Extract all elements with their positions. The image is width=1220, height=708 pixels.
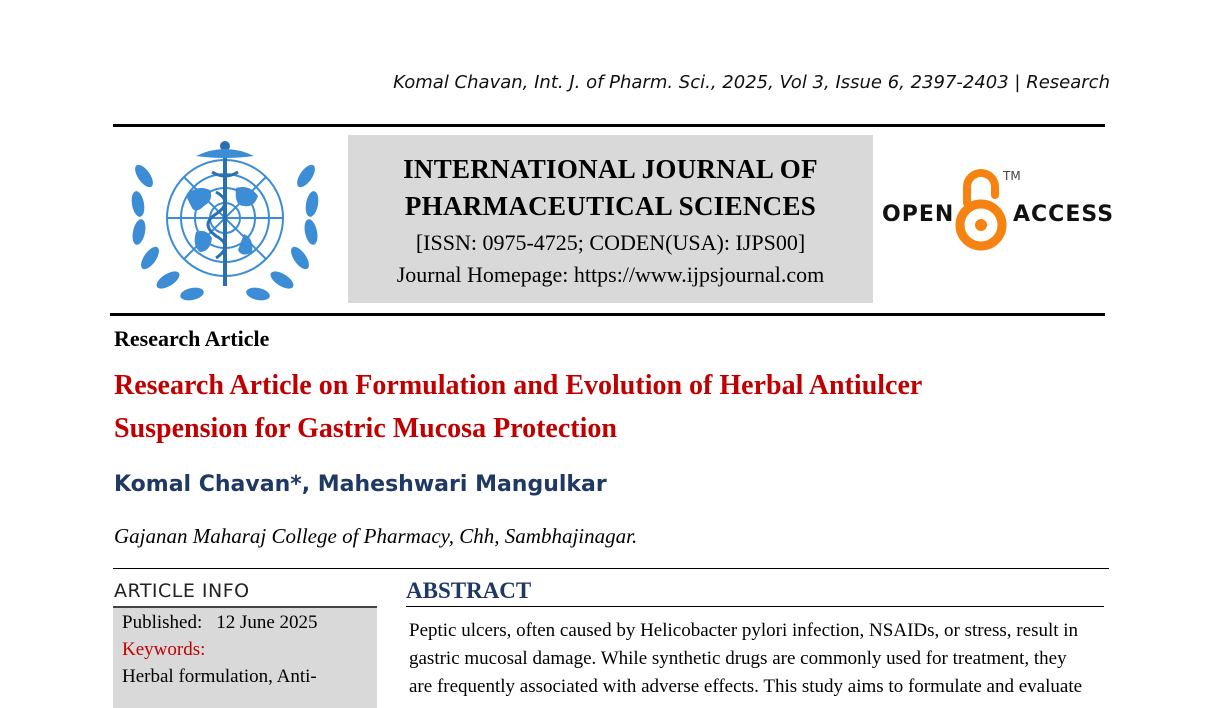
article-title-line-2: Suspension for Gastric Mucosa Protection [114, 413, 617, 444]
abstract-heading-rule [406, 606, 1104, 607]
keywords-label: Keywords: [122, 639, 206, 660]
header-bottom-rule [110, 313, 1105, 316]
published-line [122, 612, 318, 634]
published-date: 12 June 2025 [216, 612, 318, 633]
keywords-value: Herbal formulation, Anti- [122, 666, 317, 687]
journal-homepage-link[interactable]: Journal Homepage: https://www.ijpsjournal.com [396, 262, 825, 287]
article-info-heading: ARTICLE INFO [114, 580, 250, 602]
author-affiliation: Gajanan Maharaj College of Pharmacy, Chh, Sambhajinagar. [114, 524, 638, 548]
article-title-line-1: Research Article on Formulation and Evolution of Herbal Antiulcer [114, 370, 923, 401]
article-title [114, 364, 1114, 450]
journal-name-line-1: INTERNATIONAL JOURNAL OF [403, 154, 818, 184]
article-info-box [113, 606, 377, 708]
running-head: Komal Chavan, Int. J. of Pharm. Sci., 2025, Vol 3, Issue 6, 2397-2403 | Research [393, 72, 1110, 93]
journal-issn: [ISSN: 0975-4725; CODEN(USA): IJPS00] [415, 230, 806, 255]
journal-name [348, 151, 873, 225]
author-list: Komal Chavan*, Maheshwari Mangulkar [114, 472, 607, 497]
trademark-mark: TM [1003, 169, 1021, 183]
article-type-label: Research Article [114, 326, 270, 351]
journal-name-line-2: PHARMACEUTICAL SCIENCES [404, 191, 817, 221]
abstract-section-rule [113, 568, 1109, 569]
abstract-line-1: Peptic ulcers, often caused by Helicobacter pylori infection, NSAIDs, or stress, result in [409, 620, 1079, 641]
abstract-body [409, 617, 1106, 701]
published-label: Published: [122, 612, 203, 633]
header-top-rule [113, 124, 1105, 127]
open-access-open-word: OPEN [882, 202, 955, 227]
abstract-line-3: are frequently associated with adverse effects. This study aims to formulate and evaluate [409, 676, 1083, 697]
abstract-heading: ABSTRACT [406, 578, 532, 603]
un-emblem-caduceus-icon [126, 136, 324, 306]
open-access-lock-icon [953, 165, 1009, 251]
open-access-access-word: ACCESS [1013, 202, 1115, 227]
open-access-logo [880, 165, 1115, 255]
abstract-line-2: gastric mucosal damage. While synthetic drugs are commonly used for treatment, they [409, 648, 1067, 669]
journal-title-box [348, 135, 873, 303]
